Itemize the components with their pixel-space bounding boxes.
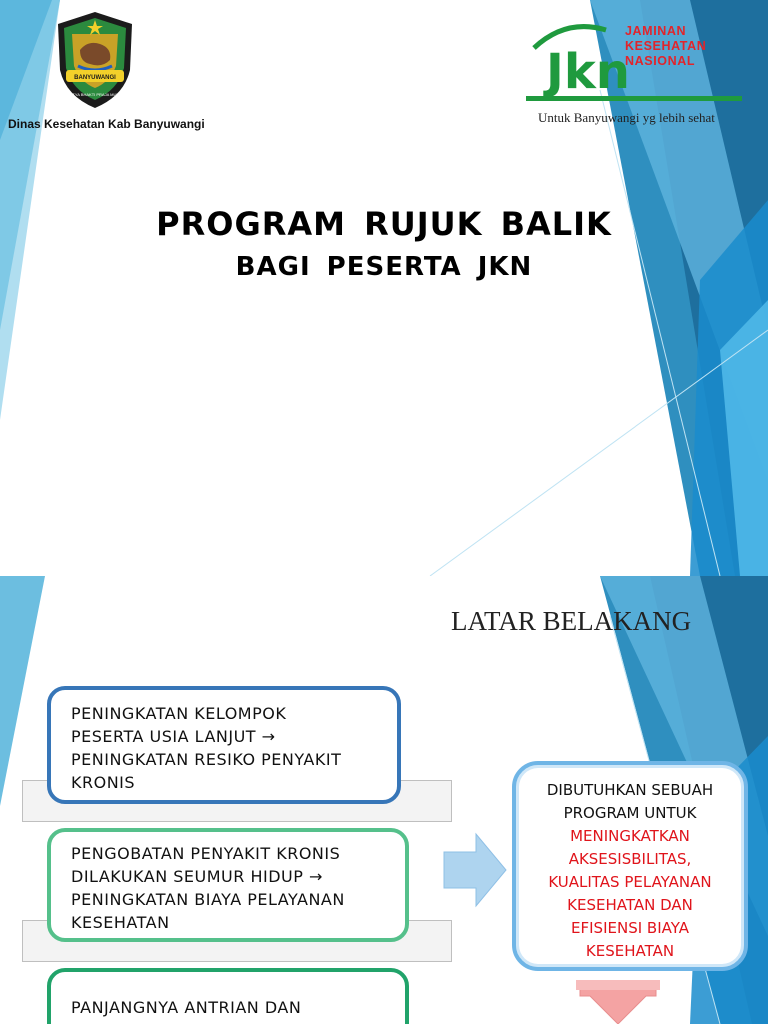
jkn-wordmark-line: KESEHATAN xyxy=(625,39,707,53)
card-line: PENINGKATAN RESIKO PENYAKIT xyxy=(71,750,342,769)
callout-highlight-line: EFISIENSI BIAYA xyxy=(571,919,689,937)
card-line: PENGOBATAN PENYAKIT KRONIS xyxy=(71,844,341,863)
banyuwangi-emblem-logo xyxy=(52,10,138,110)
jkn-wordmark xyxy=(625,24,745,69)
card-line: DILAKUKAN SEUMUR HIDUP → xyxy=(71,867,323,886)
slide-title: PROGRAM RUJUK BALIK xyxy=(156,205,612,243)
slide-subtitle: BAGI PESERTA JKN xyxy=(235,252,533,282)
jkn-tagline: Untuk Banyuwangi yg lebih sehat xyxy=(538,110,715,125)
conclusion-callout xyxy=(512,761,748,971)
background-point-card xyxy=(47,968,409,1024)
card-line: PENINGKATAN KELOMPOK xyxy=(71,704,287,723)
jkn-wordmark-line: JAMINAN xyxy=(625,24,687,38)
callout-line: PROGRAM UNTUK xyxy=(563,804,697,822)
card-line: KESEHATAN xyxy=(71,913,170,932)
card-line: PANJANGNYA ANTRIAN DAN xyxy=(71,998,302,1017)
card-line: KRONIS xyxy=(71,773,136,792)
right-arrow-icon xyxy=(444,834,506,906)
emblem-banner-text: BANYUWANGI xyxy=(74,75,116,81)
callout-highlight-line: MENINGKATKAN xyxy=(570,827,690,845)
callout-highlight-line: KESEHATAN DAN xyxy=(567,896,693,914)
callout-highlight-line: KUALITAS PELAYANAN xyxy=(548,873,712,891)
callout-highlight-line: AKSESISBILITAS, xyxy=(568,850,692,868)
jkn-wordmark-line: NASIONAL xyxy=(625,54,696,68)
card-line: PENINGKATAN BIAYA PELAYANAN xyxy=(71,890,345,909)
background-slide xyxy=(0,576,768,1024)
jkn-letters: Jkn xyxy=(546,44,630,100)
callout-highlight-line: KESEHATAN xyxy=(585,942,675,960)
organization-label: Dinas Kesehatan Kab Banyuwangi xyxy=(8,117,205,131)
callout-line: DIBUTUHKAN SEBUAH xyxy=(546,781,714,799)
background-point-card xyxy=(47,828,409,942)
section-title: LATAR BELAKANG xyxy=(451,606,692,636)
emblem-motto-text: SATYA BHAKTI PRAJA MUKTI xyxy=(67,92,123,97)
down-arrow-icon xyxy=(580,988,656,1024)
background-point-card xyxy=(47,686,401,804)
card-line: PESERTA USIA LANJUT → xyxy=(71,727,276,746)
down-arrow-bar xyxy=(576,980,660,990)
